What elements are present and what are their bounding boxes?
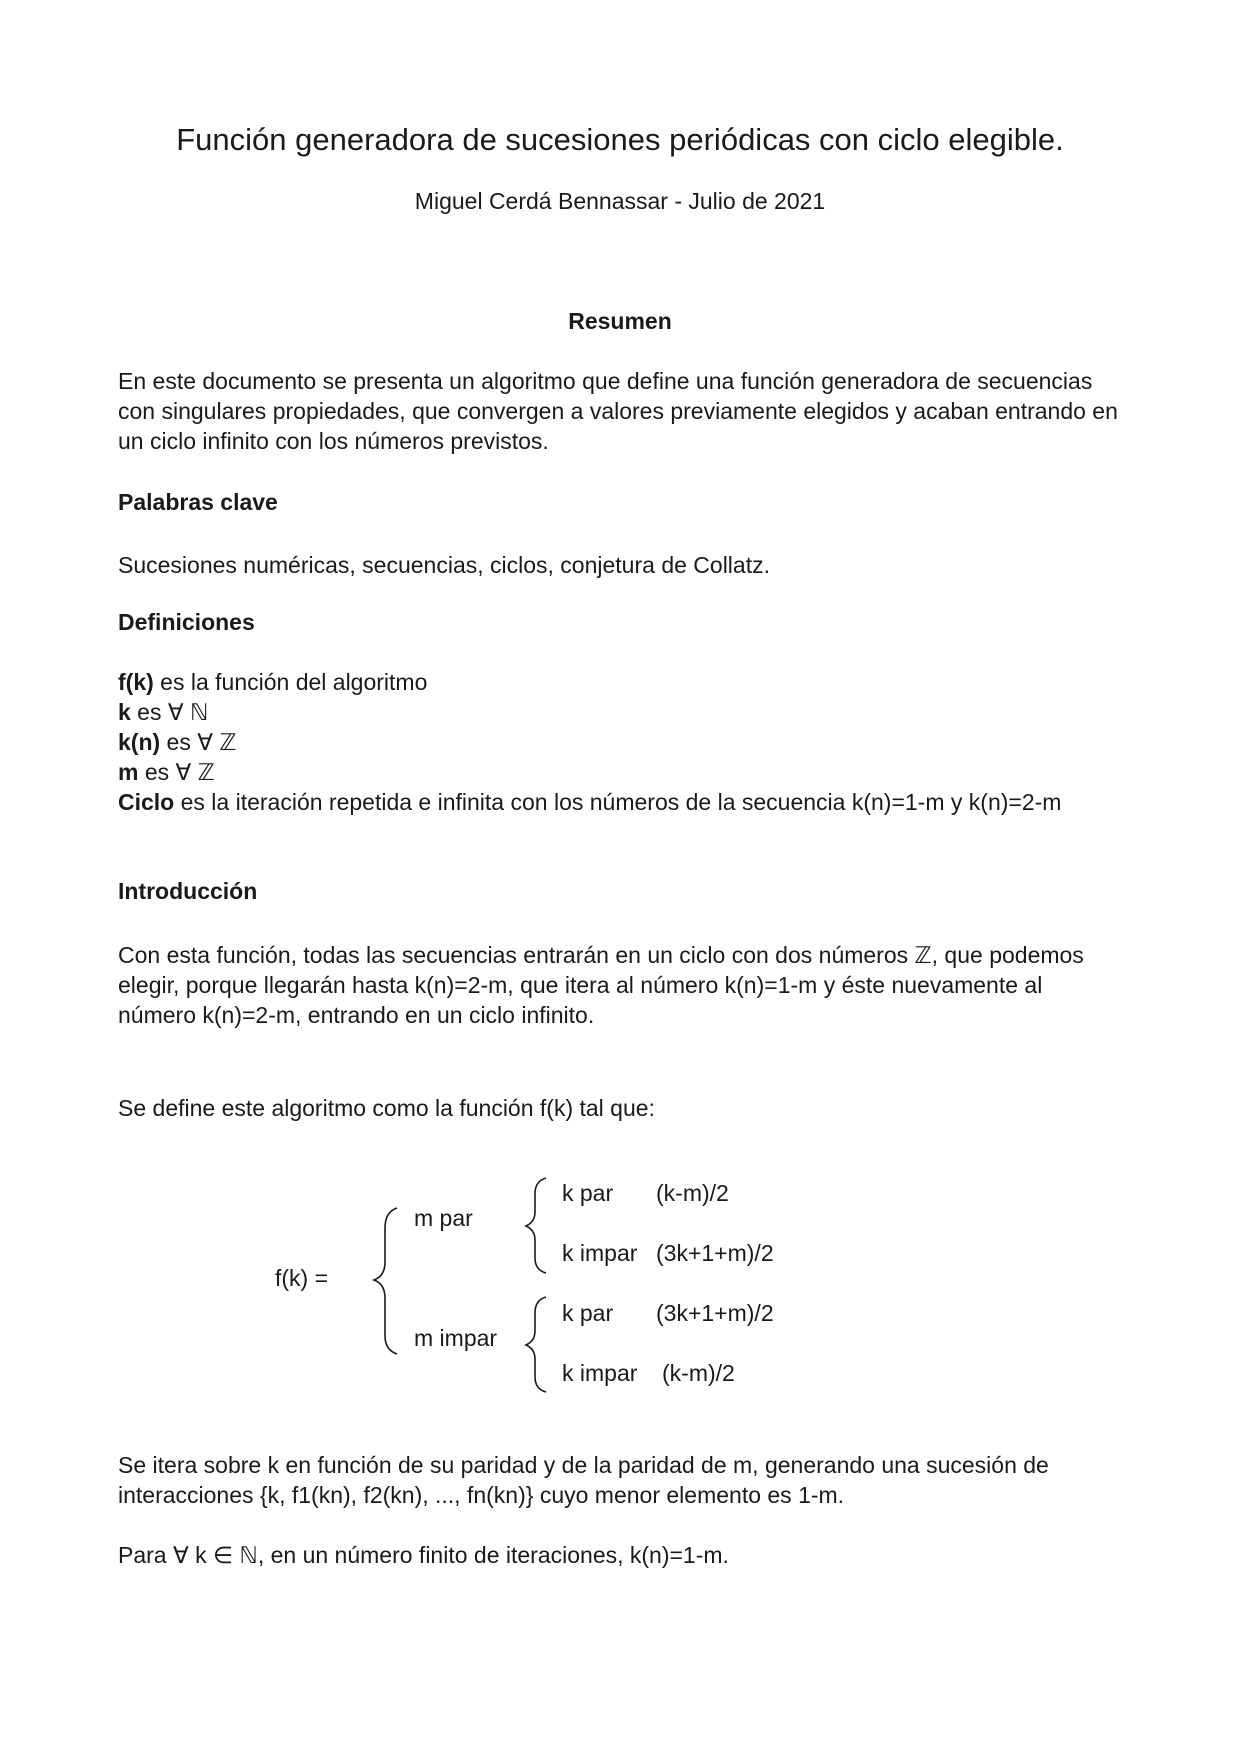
introduction-text: Con esta función, todas las secuencias entrarán en un ciclo con dos números ℤ, que podemos elegir, porque llegarán hasta k(n)=2-m, que itera al número k(n)=1-m y éste nuevamente al número k(n)=2-m, entrando en un ciclo infinito. [118, 942, 1084, 1028]
formula-expr: (3k+1+m)/2 [656, 1240, 774, 1266]
definition-term: k [118, 699, 131, 725]
keywords-heading: Palabras clave [118, 489, 278, 515]
definitions-list [118, 667, 1061, 817]
definition-item [118, 757, 1061, 787]
lower-brace [526, 1297, 546, 1392]
definition-desc: es la función del algoritmo [153, 669, 428, 695]
author-line: Miguel Cerdá Bennassar - Julio de 2021 [414, 188, 826, 214]
formula-m-impar: m impar [414, 1325, 498, 1351]
define-text: Se define este algoritmo como la función f(k) tal que: [118, 1095, 655, 1121]
formula-cond: k par [562, 1180, 614, 1206]
abstract-text: En este documento se presenta un algoritmo que define una función generadora de secuencias con singulares propiedades, que convergen a valores previamente elegidos y acaban entrando en un ciclo infinito con los números previstos. [118, 368, 1118, 454]
final-text: Para ∀ k ∈ ℕ, en un número finito de iteraciones, k(n)=1-m. [118, 1542, 729, 1568]
definition-desc: es la iteración repetida e infinita con los números de la secuencia k(n)=1-m y k(n)=2-m [174, 789, 1062, 815]
definitions-heading: Definiciones [118, 609, 255, 635]
formula-expr: (k-m)/2 [656, 1180, 729, 1206]
abstract-heading: Resumen [568, 308, 672, 334]
definition-item [118, 697, 1061, 727]
upper-brace [526, 1178, 546, 1273]
definition-item [118, 667, 1061, 697]
formula-m-par: m par [414, 1205, 473, 1231]
definition-term: Ciclo [118, 789, 175, 815]
definition-desc: es ∀ ℕ [130, 699, 209, 725]
definition-term: f(k) [118, 669, 154, 695]
formula-lhs: f(k) = [275, 1265, 329, 1291]
formula-cond: k impar [562, 1240, 638, 1266]
definition-term: k(n) [118, 729, 161, 755]
definition-desc: es ∀ ℤ [160, 729, 237, 755]
formula-expr: (k-m)/2 [662, 1360, 735, 1386]
formula-cond: k impar [562, 1360, 638, 1386]
formula-cond: k par [562, 1300, 614, 1326]
document-title: Función generadora de sucesiones periódicas con ciclo elegible. [176, 122, 1064, 157]
iteration-text: Se itera sobre k en función de su paridad y de la paridad de m, generando una sucesión de interacciones {k, f1(kn), f2(kn), ..., fn(kn)} cuyo menor elemento es 1-m. [118, 1452, 1049, 1508]
introduction-heading: Introducción [118, 878, 258, 904]
definition-desc: es ∀ ℤ [138, 759, 215, 785]
definition-item [118, 727, 1061, 757]
definition-term: m [118, 759, 139, 785]
keywords-text: Sucesiones numéricas, secuencias, ciclos, conjetura de Collatz. [118, 552, 770, 578]
formula-expr: (3k+1+m)/2 [656, 1300, 774, 1326]
outer-brace [374, 1208, 397, 1354]
definition-item [118, 787, 1061, 817]
